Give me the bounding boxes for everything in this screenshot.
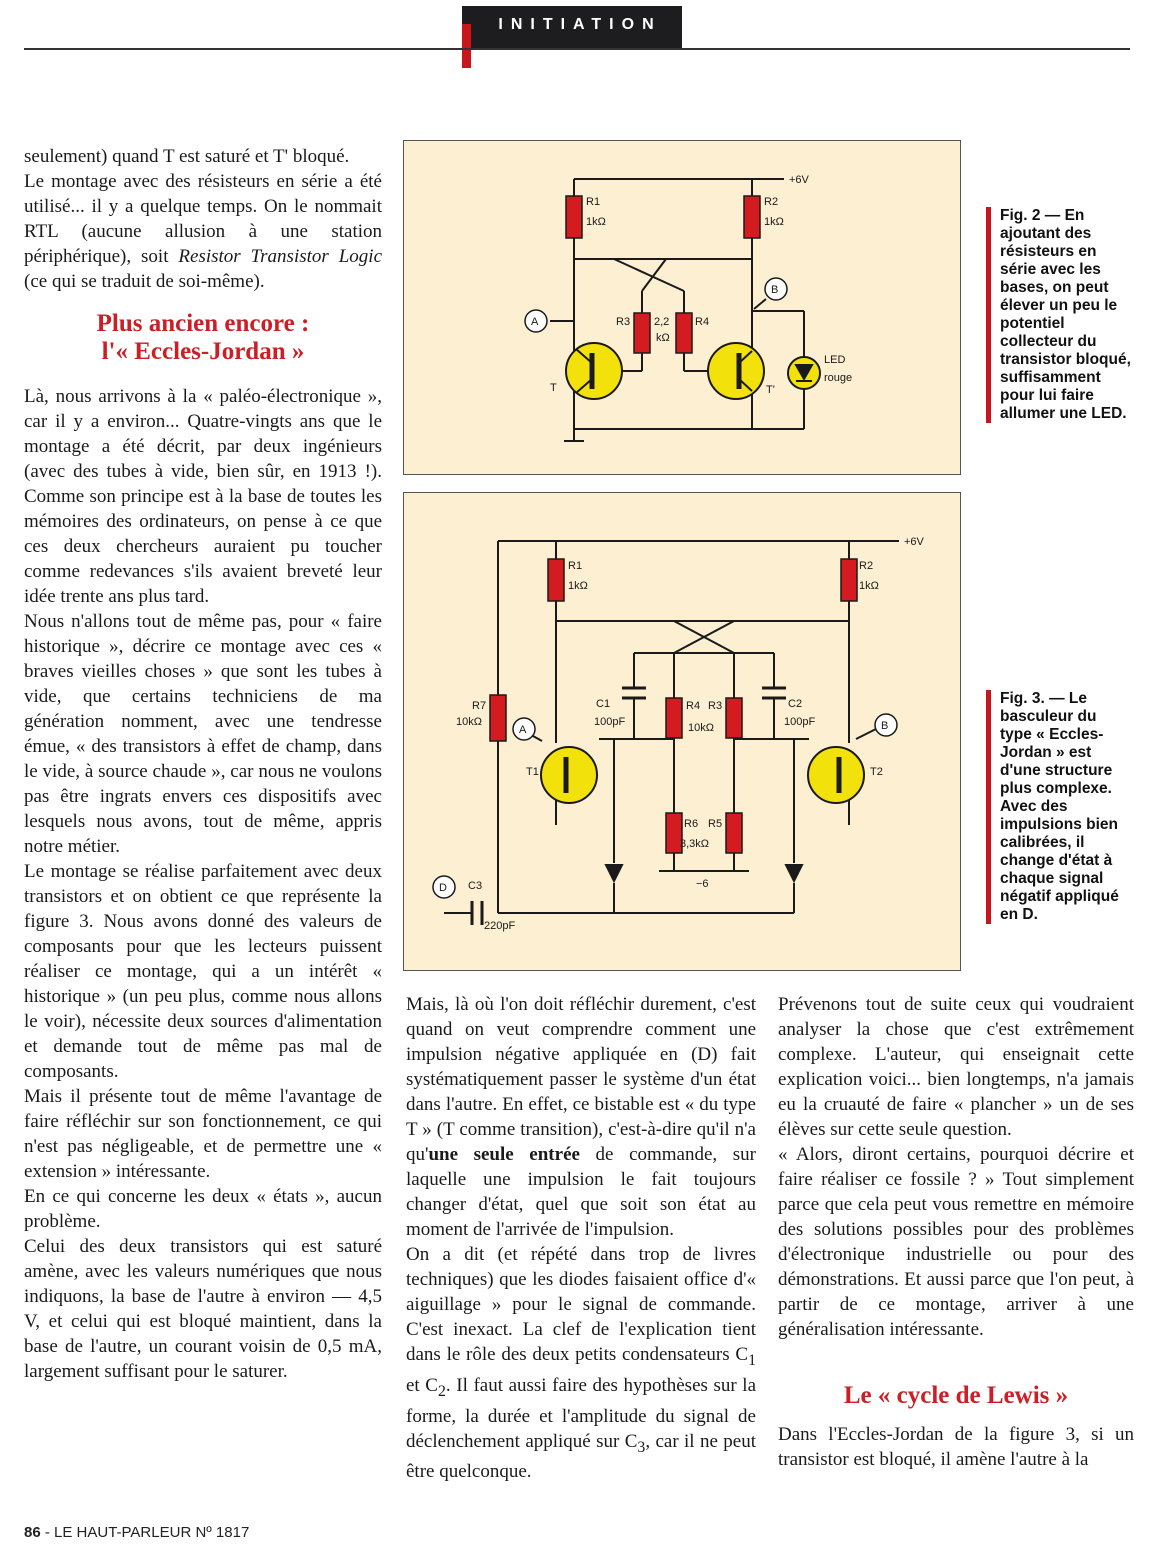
- figure-3-caption: Fig. 3. — Le basculeur du type « Eccles-Jordan » est d'une structure plus complexe. Avec des impulsions bien calibrées, il change d'état à chaque signal négatif appliqué en D.: [986, 690, 1130, 924]
- paragraph: On a dit (et répété dans trop de livres techniques) que les diodes faisaient office d'« aiguillage » pour le signal de commande. C'est inexact. La clef de l'explication tient dans le rôle des deux petits condensateurs $C_1$ et $C_2$. Il faut aussi faire des hypothèses sur la forme, la durée et l'amplitude du signal de déclenchement appliqué sur $C_3$, car il ne peut être quelconque.: [406, 1244, 757, 1483]
- section-label: INITIATION: [498, 16, 662, 33]
- paragraph: Le montage avec des résisteurs en série a été utilisé... il y a quelque temps. On le nommait RTL (aucune allusion à une station périphérique), soit Resistor Transistor Logic (ce qui se traduit de soi-même).: [24, 171, 382, 292]
- t-prime-label: T': [766, 384, 775, 396]
- right-column: [778, 992, 1134, 1472]
- node-b-label: B: [771, 284, 779, 296]
- node-a-label: A: [531, 316, 539, 328]
- r2-value: 1kΩ: [764, 216, 784, 228]
- paragraph: Mais, là où l'on doit réfléchir durement, c'est quand on veut comprendre comment une impulsion négative appliquée en (D) fait systématiquement passer le système d'un état dans l'autre. En effet, ce bistable est « du type T » (T comme transition), c'est-à-dire qu'il n'a qu'une seule entrée de commande, sur laquelle une impulsion le fait toujours changer d'état, quel que soit son état au moment de l'arrivée de l'impulsion.: [406, 994, 756, 1240]
- r7-value: 10kΩ: [456, 716, 482, 728]
- r5-label: R5: [708, 818, 723, 830]
- r1-value: 1kΩ: [568, 580, 588, 592]
- magazine-name: - LE HAUT-PARLEUR Nº 1817: [40, 1524, 250, 1541]
- r2-value: 1kΩ: [859, 580, 879, 592]
- r1-label: R1: [568, 560, 583, 572]
- c1-label: C1: [596, 698, 611, 710]
- r34-value-b: kΩ: [656, 332, 670, 344]
- paragraph: Là, nous arrivons à la « paléo-électronique », car il y a environ... Quatre-vingts ans que le montage a été décrit, par deux ingénieurs (avec des tubes à vide, bien sûr, en 1913 !). Comme son principe est à la base de toutes les mémoires des ordinateurs, on pense à ce que ces deux chercheurs auraient pu toucher comme redevances s'ils avaient breveté leur idée trente ans plus tard.: [24, 386, 382, 607]
- c3-value: 220pF: [484, 920, 516, 932]
- neg-supply-label: −6: [696, 878, 709, 890]
- r3-label: R3: [616, 316, 631, 328]
- figure-2-schematic: [403, 140, 961, 475]
- node-a-label: A: [519, 724, 527, 736]
- led-label: LED: [824, 354, 846, 366]
- page-footer: [24, 1524, 249, 1541]
- r4-label: R4: [686, 700, 701, 712]
- figure-3-schematic: [403, 492, 961, 971]
- r4-label: R4: [695, 316, 710, 328]
- node-b-label: B: [881, 720, 889, 732]
- r2-label: R2: [859, 560, 874, 572]
- r7-label: R7: [472, 700, 487, 712]
- c3-label: C3: [468, 880, 483, 892]
- r2-label: R2: [764, 196, 779, 208]
- paragraph: En ce qui concerne les deux « états », aucun problème.: [24, 1186, 382, 1232]
- led-color-label: rouge: [824, 372, 853, 384]
- paragraph: Nous n'allons tout de même pas, pour « faire historique », décrire ce montage avec ces « braves vieilles choses » que sont les tubes à vide, que certains techniciens de ma génération nomment, avec une tendresse émue, « des transistors à effet de champ, dans le vide, à source chaude », car nous ne voulons pas être ingrats envers ces dispositifs avec lesquels nous avons, tout de même, appris notre métier.: [24, 611, 382, 857]
- r1-label: R1: [586, 196, 601, 208]
- page-number: 86: [24, 1524, 41, 1541]
- node-d-label: D: [439, 882, 447, 894]
- r34-value-a: 2,2: [654, 316, 670, 328]
- paragraph: Dans l'Eccles-Jordan de la figure 3, si un transistor est bloqué, il amène l'autre à la: [778, 1424, 1134, 1470]
- figure-2-caption: Fig. 2 — En ajoutant des résisteurs en série avec les bases, on peut élever un peu le potentiel collecteur du transistor bloqué, suffisamment pour lui faire allumer une LED.: [986, 207, 1134, 423]
- supply-label: +6V: [904, 536, 924, 548]
- header-rule: [24, 48, 1130, 50]
- paragraph: Prévenons tout de suite ceux qui voudraient analyser la chose que c'est extrêmement complexe. L'auteur, qui enseignait cette explication voici... bien longtemps, n'a jamais eu la cruauté de faire « plancher » un de ses élèves sur cette seule question.: [778, 994, 1134, 1140]
- r6-label: R6: [684, 818, 699, 830]
- paragraph: Celui des deux transistors qui est saturé amène, avec les valeurs numériques que nous indiquons, la base de l'autre à environ — 4,5 V, et celui qui est bloqué maintient, dans la base de l'autre, un courant voisin de 0,5 mA, largement suffisant pour le saturer.: [24, 1236, 382, 1382]
- figure-3-svg: [404, 493, 960, 970]
- figure-2-svg: [404, 141, 960, 474]
- paragraph: « Alors, diront certains, pourquoi décrire et faire réaliser ce fossile ? » Tout simplement parce que cela peut vous remettre en mémoire des solutions possibles pour des problèmes d'électronique industrielle ou pour des démonstrations. Et aussi parce que l'on peut, à partir de ce montage, arriver à une généralisation intéressante.: [778, 1144, 1134, 1340]
- section-heading: Le « cycle de Lewis »: [843, 1382, 1069, 1409]
- paragraph: Mais il présente tout de même l'avantage de faire réfléchir sur son fonctionnement, ce qui n'est pas négligeable, et de permettre une « extension » intéressante.: [24, 1086, 382, 1182]
- r56-value: 3,3kΩ: [680, 838, 710, 850]
- middle-column: [406, 992, 756, 1484]
- c1-value: 100pF: [594, 716, 626, 728]
- c2-label: C2: [788, 698, 803, 710]
- left-column: [24, 144, 382, 1384]
- paragraph: seulement) quand T est saturé et T' bloqué.: [24, 146, 350, 167]
- header-accent: [462, 24, 471, 68]
- paragraph: Le montage se réalise parfaitement avec deux transistors et on obtient ce que représente la figure 3. Nous avons donné des valeurs de composants pour que les lecteurs puissent réaliser ce montage, qui a un intérêt « historique » (un peu plus, comme nous allons le voir), nécessite deux sources d'alimentation et demande tout de même pas mal de composants.: [24, 861, 382, 1082]
- r3-label: R3: [708, 700, 723, 712]
- t2-label: T2: [870, 766, 883, 778]
- t-label: T: [550, 382, 557, 394]
- r1-value: 1kΩ: [586, 216, 606, 228]
- section-heading: Plus ancien encore : l'« Eccles-Jordan »: [96, 310, 310, 365]
- c2-value: 100pF: [784, 716, 816, 728]
- t1-label: T1: [526, 766, 539, 778]
- supply-label: +6V: [789, 174, 809, 186]
- r34-value: 10kΩ: [688, 722, 714, 734]
